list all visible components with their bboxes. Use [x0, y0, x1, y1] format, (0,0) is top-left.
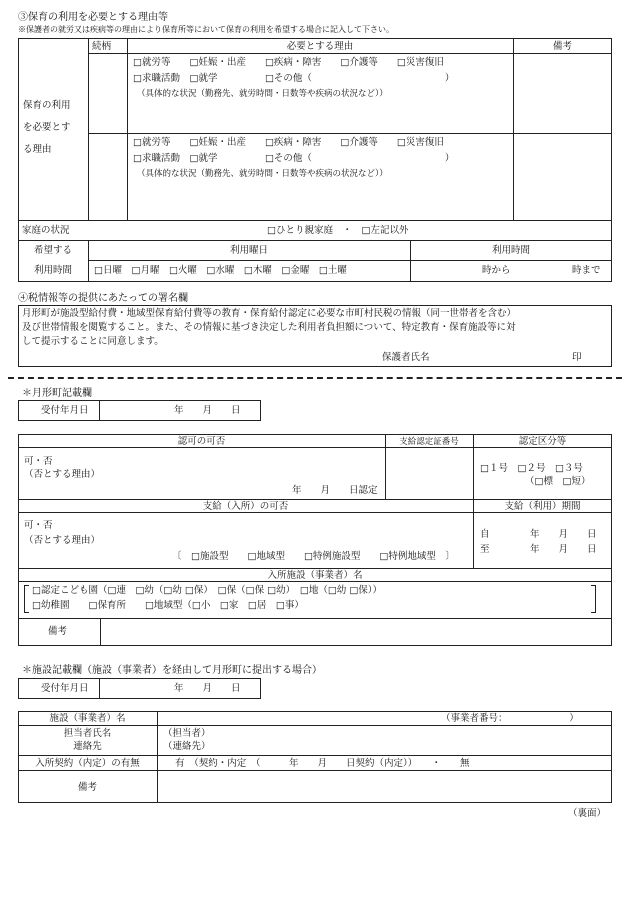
reason-detail-2: （具体的な状況（勤務先、就労時間・日数等や疾病の状況など））	[137, 169, 388, 179]
section4-title: ④税情報等の提供にあたっての署名欄	[18, 293, 188, 304]
seal-mark: 印	[572, 352, 582, 363]
period-from-label: 自	[480, 529, 490, 540]
cert-number-header: 支給認定証番号	[399, 437, 459, 447]
cut-line	[8, 377, 622, 379]
category-sub-options[interactable]: （□標 □短）	[525, 476, 591, 487]
time-from: 時から	[482, 265, 511, 276]
back-side-label: （裏面）	[568, 808, 607, 819]
guardian-name-label: 保護者氏名	[382, 352, 430, 363]
section3-title: ③保育の利用を必要とする理由等	[18, 12, 168, 23]
time-header: 利用時間	[491, 245, 530, 256]
reason-options-1b[interactable]: □求職活動 □就学 □その他（ ）	[133, 73, 455, 84]
reason-header: 必要とする理由	[286, 41, 354, 52]
approval-header: 認可の可否	[177, 436, 226, 447]
contract-options[interactable]: 有 （契約・内定 （ 年 月 日契約（内定）） ・ 無	[175, 758, 470, 769]
facility-remarks-label: 備考	[77, 782, 97, 793]
consent-line-3: して提示することに同意します。	[22, 336, 164, 347]
supply-period-header: 支給（利用）期間	[504, 501, 581, 512]
consent-line-1: 月形町が施設型給付費・地域型保育給付費等の教育・保育給付認定に必要な市町村民税の情報（同一世帯者を含む）	[22, 308, 517, 319]
category-header: 認定区分等	[518, 436, 567, 447]
facility-options-1[interactable]: □認定こども園（□連 □幼（□幼 □保） □保（□保 □幼） □地（□幼 □保））	[32, 585, 383, 596]
facility-date-value: 年 月 日	[174, 683, 241, 694]
reason-row-label-2: を必要とす	[23, 122, 71, 133]
family-label: 家庭の状況	[22, 225, 70, 236]
relation-header: 続柄	[92, 41, 112, 52]
reason-detail-1: （具体的な状況（勤務先、就労時間・日数等や疾病の状況など））	[137, 89, 388, 99]
facility-name-label: 施設（事業者）名	[49, 713, 126, 724]
operator-number: （事業者番号： ）	[441, 713, 579, 724]
time-to: 時まで	[572, 265, 601, 276]
reason-options-2a[interactable]: □就労等 □妊娠・出産 □疾病・障害 □介護等 □災害復旧	[133, 137, 444, 148]
facility-header: 入所施設（事業者）名	[267, 570, 363, 581]
consent-line-2: 及び世帯情報を閲覧すること。また、その情報に基づき決定した利用者負担額について、特定教育・保育施設等に対	[22, 322, 516, 333]
staff-name-value: （担当者）	[163, 728, 211, 739]
contract-label: 入所契約（内定）の有無	[35, 758, 140, 769]
supply-header: 支給（入所）の可否	[202, 501, 289, 512]
staff-name-label: 担当者氏名	[63, 728, 112, 739]
town-section-title: ＊月形町記載欄	[22, 388, 92, 399]
approval-yes-no[interactable]: 可・否	[24, 456, 53, 467]
family-options[interactable]: □ひとり親家庭 ・ □左記以外	[267, 225, 409, 236]
reason-options-1a[interactable]: □就労等 □妊娠・出産 □疾病・障害 □介護等 □災害復旧	[133, 57, 444, 68]
facility-section-title: ＊施設記載欄（施設（事業者）を経由して月形町に提出する場合）	[22, 665, 322, 676]
town-date-value: 年 月 日	[174, 405, 241, 416]
period-to-label: 至	[480, 544, 490, 555]
wish-label-2: 利用時間	[33, 265, 72, 276]
section3-note: ※保護者の就労又は疾病等の理由により保育所等において保育の利用を希望する場合に記入して下さい。	[18, 25, 394, 34]
days-options[interactable]: □日曜 □月曜 □火曜 □水曜 □木曜 □金曜 □土曜	[94, 265, 347, 276]
approval-date: 年 月 日認定	[292, 485, 378, 496]
reason-options-2b[interactable]: □求職活動 □就学 □その他（ ）	[133, 153, 455, 164]
supply-reason: （否とする理由）	[24, 535, 101, 546]
facility-options-2[interactable]: □幼稚園 □保育所 □地域型（□小 □家 □居 □事）	[32, 600, 304, 611]
contact-label: 連絡先	[73, 741, 102, 752]
approval-reason: （否とする理由）	[24, 469, 101, 480]
days-header: 利用曜日	[229, 245, 268, 256]
period-from-date: 年 月 日	[530, 529, 597, 540]
contact-value: （連絡先）	[163, 741, 211, 752]
town-remarks-label: 備考	[48, 626, 68, 637]
period-to-date: 年 月 日	[530, 544, 597, 555]
town-date-label: 受付年月日	[41, 405, 89, 416]
remarks-header: 備考	[552, 41, 572, 52]
reason-row-label-1: 保育の利用	[23, 100, 71, 111]
facility-date-label: 受付年月日	[41, 683, 89, 694]
supply-yes-no[interactable]: 可・否	[24, 520, 53, 531]
reason-row-label-3: る理由	[23, 144, 52, 155]
wish-label-1: 希望する	[33, 245, 72, 256]
category-options[interactable]: □１号 □２号 □３号	[480, 463, 583, 474]
supply-type-options[interactable]: 〔 □施設型 □地域型 □特例施設型 □特例地域型 〕	[172, 551, 455, 562]
